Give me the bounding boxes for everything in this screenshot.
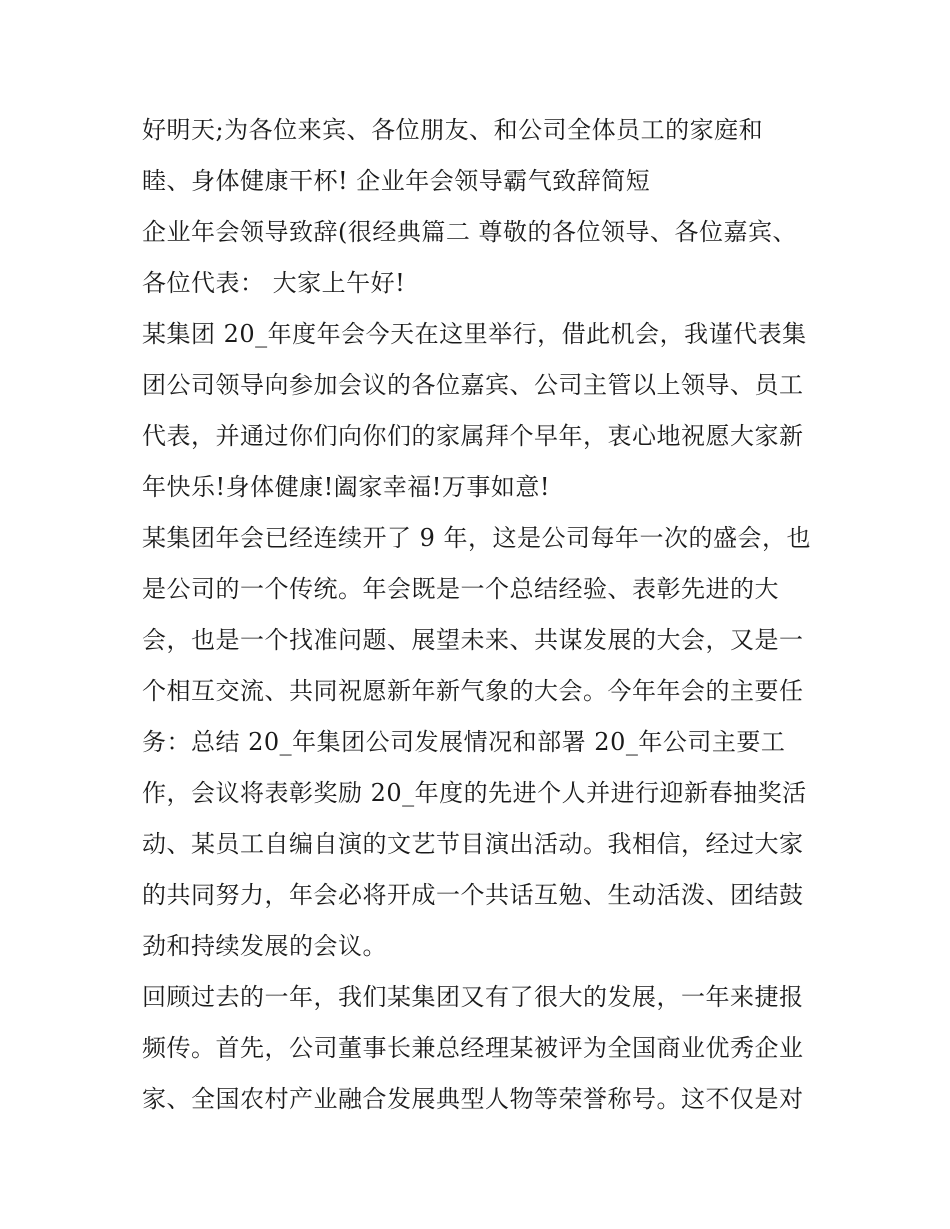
text-line: 的共同努力，年会必将开成一个共话互勉、生动活泼、团结鼓 — [142, 881, 804, 909]
text-line: 是公司的一个传统。年会既是一个总结经验、表彰先进的大 — [142, 575, 779, 603]
text-line: 频传。首先，公司董事长兼总经理某被评为全国商业优秀企业 — [142, 1034, 804, 1062]
text-line: 某集团年会已经连续开了 9 年，这是公司每年一次的盛会，也 — [142, 524, 812, 552]
text-line: 代表，并通过你们向你们的家属拜个早年，衷心地祝愿大家新 — [142, 422, 804, 450]
text-line: 年快乐!身体健康!阖家幸福!万事如意! — [142, 473, 551, 501]
document-body — [142, 108, 822, 1128]
text-line: 动、某员工自编自演的文艺节目演出活动。我相信，经过大家 — [142, 830, 804, 858]
text-line: 务：总结 20_年集团公司发展情况和部署 20_年公司主要工 — [142, 728, 786, 756]
text-line: 回顾过去的一年，我们某集团又有了很大的发展，一年来捷报 — [142, 983, 804, 1011]
text-line: 某集团 20_年度年会今天在这里举行，借此机会，我谨代表集 — [142, 320, 807, 348]
text-line: 作，会议将表彰奖励 20_年度的先进个人并进行迎新春抽奖活 — [142, 779, 807, 807]
text-line: 会，也是一个找准问题、展望未来、共谋发展的大会，又是一 — [142, 626, 804, 654]
text-line: 睦、身体健康干杯! 企业年会领导霸气致辞简短 — [142, 167, 651, 195]
text-line: 好明天;为各位来宾、各位朋友、和公司全体员工的家庭和 — [142, 116, 764, 144]
text-line: 各位代表： 大家上午好! — [142, 269, 406, 297]
text-line: 个相互交流、共同祝愿新年新气象的大会。今年年会的主要任 — [142, 677, 804, 705]
text-line: 团公司领导向参加会议的各位嘉宾、公司主管以上领导、员工 — [142, 371, 804, 399]
text-line: 劲和持续发展的会议。 — [142, 932, 387, 960]
text-line: 家、全国农村产业融合发展典型人物等荣誉称号。这不仅是对 — [142, 1085, 804, 1113]
text-line: 企业年会领导致辞(很经典篇二 尊敬的各位领导、各位嘉宾、 — [142, 218, 797, 246]
